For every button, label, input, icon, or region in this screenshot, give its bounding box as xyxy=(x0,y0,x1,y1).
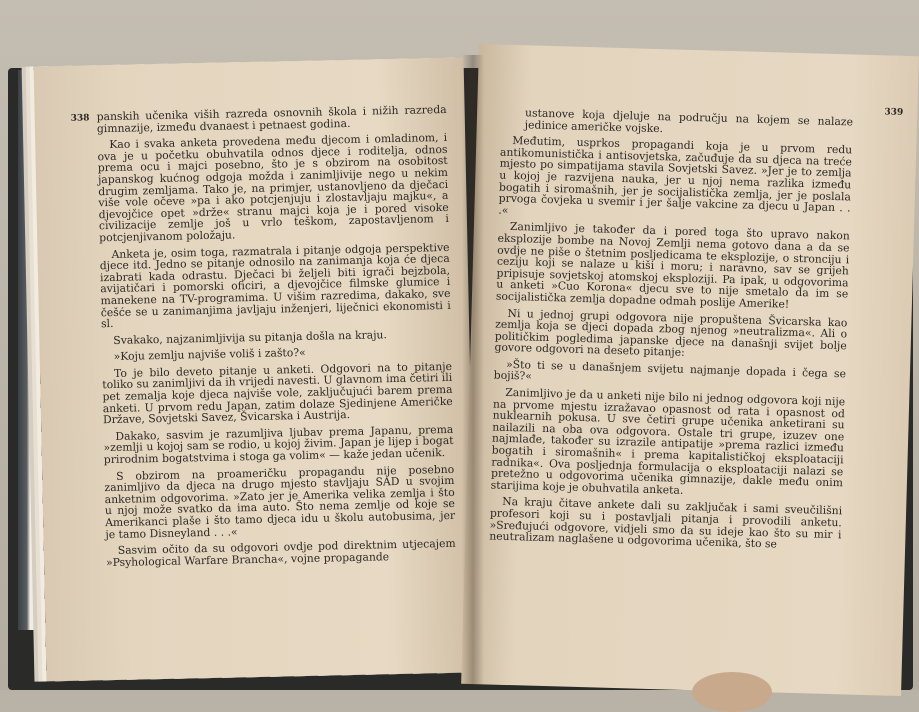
paragraph: Sasvim očito da su odgovori ovdje pod direktnim utjecajem »Psyhological Warfare Brancha«, vojne propagande xyxy=(105,537,456,569)
paragraph: Zanimljivo je također da i pored toga što upravo nakon eksplozije bombe na Novoj Zemlji nema gotovo dana a da se ovdje ne piše o štetnim posljedicama te eksplozije, o stronciju i ceziju koji se nalaze u kiši i moru; i naravno, sav se grijeh pripisuje sovjetskoj atomskoj eksploziji. Pa ipak, u odgovorima u anketi »Cuo Korona« djecu sve to nije smetalo da im se socijalistička zemlja dopadne odmah poslije Amerike! xyxy=(495,220,850,311)
paragraph: Ni u jednoj grupi odgovora nije propuštena Švicarska kao zemlja koja se djeci dopada zbog njenog »neutralizma«. Ali o političkim pogledima japanske djece na današnji svijet bolje govore odgovori na deseto pitanje: xyxy=(494,306,848,360)
thumb xyxy=(692,672,772,712)
right-page xyxy=(461,44,919,696)
paragraph: Zanimljivo je da u anketi nije bilo ni jednog odgovora koji nije na prvome mjestu izražavao opasnost od rata i opasnost od nuklearnih pokusa. U sve četiri grupe učenika anketirani su nailazili na oba ova odgovora. Ostale tri grupe, izuzev one najmlađe, također su izrazile antipatije »prema razlici između bogatih i siromašnih« i prema kapitalističkoj eksploataciji radnika«. Ova posljednja formulacija o eksploataciji nalazi se pretežno u odgovorima učenika gimnazije, dakle među onim starijima koje je obuhvatila anketa. xyxy=(490,385,846,497)
paragraph: S obzirom na proameričku propagandu nije posebno zanimljivo da djeca na drugo mjesto stavljaju SAD u svojim anketnim odgovorima. »Zato jer je Amerika velika zemlja i što u njoj može svatko da ima auto. Što nema zemlje od koje se Amerikanci plaše i što tamo djeca idu u školu autobusima, jer je tamo Disneyland . . .« xyxy=(104,462,456,541)
paragraph: Međutim, usprkos propagandi koja je u prvom redu antikomunistička i antisovjetska, začuđuje da su djeca na treće mjesto po simpatijama stavila Sovjetski Savez. »Jer je to zemlja u kojoj je razvijena nauka, jer u njoj nema razlika između bogatih i siromašnih, jer je socijalistička zemlja, jer je poslala prvoga čovjeka u svemir i jer šalje vakcine za djecu u Japan . . .« xyxy=(498,134,853,217)
left-page-text xyxy=(97,104,457,574)
book-gutter xyxy=(462,55,484,685)
left-page xyxy=(34,58,477,682)
page-number-left: 338 xyxy=(70,113,90,124)
paragraph: Anketa je, osim toga, razmatrala i pitanje odgoja perspektive djece itd. Jedno se pitanje odnosilo na zanimanja koja će djeca izabrati kada odrastu. Dječaci bi željeli biti igrači bejzbola, avijatičari i pomorski oficiri, a djevojčice filmske glumice i manekene na TV-programima. U višim razredima, dakako, sve češće se u zanimanjima javljaju inženjeri, liječnici ekonomisti i sl. xyxy=(99,240,451,331)
paragraph: Dakako, sasvim je razumljiva ljubav prema Japanu, prema »zemlji u kojoj sam se rodio, u kojoj živim. Japan je lijep i bogat prirodnim bogatstvima i stoga ga volim« — kaže jedan učenik. xyxy=(103,422,454,467)
page-number-right: 339 xyxy=(884,107,904,118)
right-page-text xyxy=(489,107,853,557)
paragraph: »Što ti se u današnjem svijetu najmanje dopada i čega se bojiš?« xyxy=(493,357,847,384)
paragraph: ustanove koja djeluje na području na kojem se nalaze jedinice američke vojske. xyxy=(524,106,854,135)
paragraph: Na kraju čitave ankete dali su zaključak i sami sveučilišni profesori koji su i postavljali pitanja i provodili anketu. »Sređujući odgovore, vidjeli smo da su ideje kao što su mir i neutralizam naglašene u odgovorima učenika, što se xyxy=(489,495,843,551)
paragraph: »Koju zemlju najviše voliš i zašto?« xyxy=(113,346,306,364)
paragraph: panskih učenika viših razreda osnovnih škola i nižih razreda gimnazije, između dvanaest i petnaest godina. xyxy=(96,102,447,135)
paragraph: Svakako, najzanimljivija su pitanja došla na kraju. xyxy=(113,327,387,347)
paragraph: Kao i svaka anketa provedena među djecom i omladinom, i ova je u početku obuhvatila odnos djece i roditelja, odnos prema ocu i majci posebno, što je s obzirom na osobitost japanskog kućnog odgoja možda i zanimljivije nego u nekim drugim zemljama. Tako je, na primjer, ustanovljeno da dječaci više vole očeve »pa i ako potcjenjuju i zlostavljaju majku«, a djevojčice opet »drže« stranu majci koja je i pored visoke civilizacije zemlje još u vrlo teškom, zapostavljenom i potcjenjivanom položaju. xyxy=(97,131,450,245)
paragraph: To je bilo deveto pitanje u anketi. Odgovori na to pitanje toliko su zanimljivi da ih vrijedi navesti. U glavnom ima četiri ili pet zemalja koje djeca najviše vole, zaključujući barem prema anketi. U prvom redu Japan, zatim dolaze Sjedinjene Američke Države, Sovjetski Savez, Švicarska i Austrija. xyxy=(102,359,453,427)
